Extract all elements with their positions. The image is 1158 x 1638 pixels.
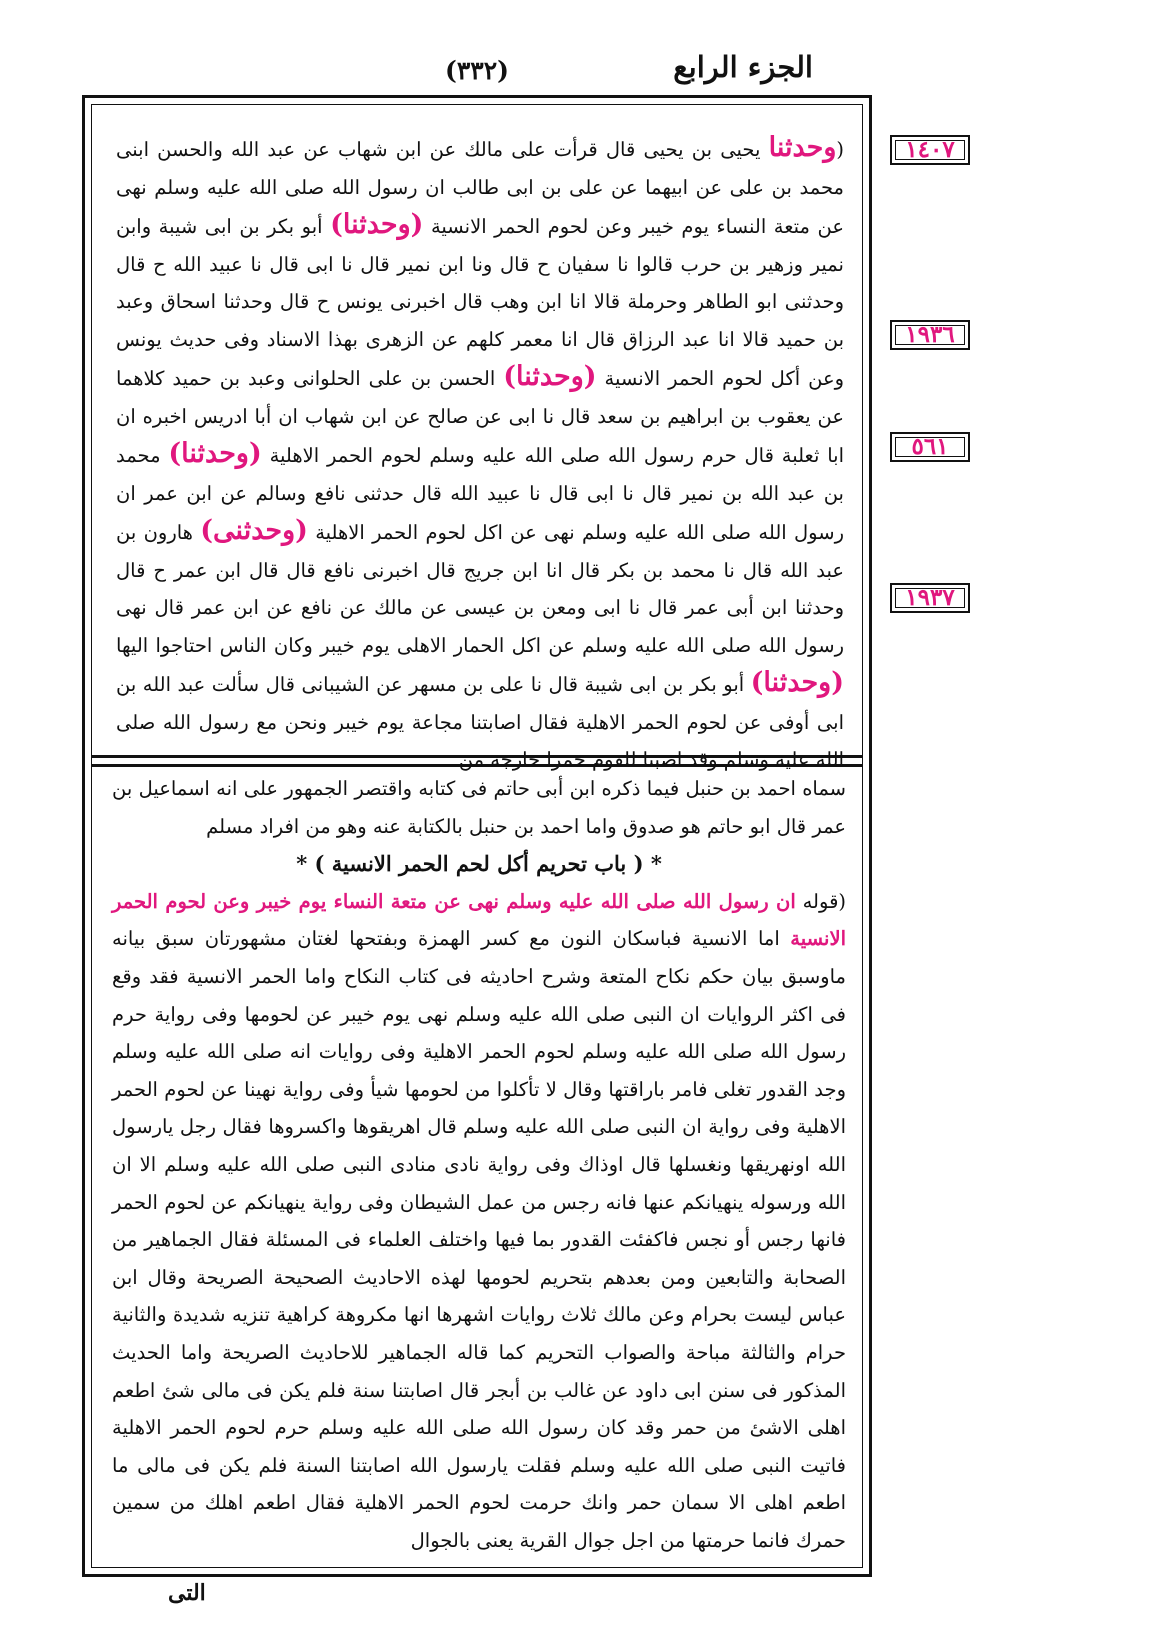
hadith-section — [116, 129, 844, 771]
margin-number-3: ٥٦١ — [890, 432, 970, 462]
page-header-part: الجزء الرابع — [673, 50, 813, 84]
hadith-body: أبو بكر بن ابى شيبة وابن نمير وزهير بن حرب قالوا نا سفيان ح قال ونا ابن نمير قال نا ابى قال نا عبيد الله ح قال وحدثنى ابو الطاهر وحرملة قالا انا ابن وهب قال اخبرنى يونس ح قال وحدثنا اسحاق وعبد بن حميد قالا انا عبد الرزاق قال انا معمر كلهم عن الزهرى بهذا الاسناد وفى حديث يونس وعن أكل لحوم الحمر الانسية — [116, 215, 844, 390]
hadith-body: محمد بن عبد الله بن نمير قال نا ابى قال نا عبيد الله قال حدثنى نافع وسالم عن ابن عمر ان رسول الله صلى الله عليه وسلم نهى عن اكل لحوم الحمر الاهلية — [116, 444, 844, 544]
hadith-keyword: (وحدثنا) — [503, 361, 597, 392]
hadith-body: يحيى بن يحيى قال قرأت على مالك عن ابن شهاب عن عبد الله والحسن ابنى محمد بن على عن ابيهما عن على بن ابى طالب ان رسول الله صلى الله عليه وسلم نهى عن متعة النساء يوم خيبر وعن لحوم الحمر الانسية — [116, 138, 844, 238]
hadith-body: هارون بن عبد الله قال نا محمد بن بكر قال انا ابن جريج قال اخبرنى نافع قال قال ابن عمر ح قال وحدثنا ابن أبى عمر قال نا ابى ومعن بن عيسى عن مالك عن نافع عن ابن عمر قال نهى رسول الله صلى الله عليه وسلم عن اكل الحمار الاهلى يوم خيبر وكان الناس احتاجوا اليها — [116, 521, 844, 657]
commentary-quote-open: (قوله — [795, 889, 846, 913]
hadith-body: أبو بكر بن ابى شيبة قال نا على بن مسهر عن الشيبانى قال سألت عبد الله بن ابى أوفى عن لحوم الحمر الاهلية فقال اصابتنا مجاعة يوم خيبر ونحن مع رسول الله صلى الله عليه وسلم وقد اصبنا للقوم حمرا خارجة من — [116, 673, 844, 771]
hadith-keyword: (وحدثنى) — [200, 515, 308, 546]
catchword: التى — [168, 1580, 206, 1606]
section-divider — [92, 755, 862, 767]
hadith-body: الحسن بن على الحلوانى وعبد بن حميد كلاهما عن يعقوب بن ابراهيم بن سعد قال نا ابى عن صالح عن ابن شهاب ان أبا ادريس اخبره ان ابا ثعلبة قال حرم رسول الله صلى الله عليه وسلم لحوم الحمر الاهلية — [116, 367, 844, 467]
chapter-title: * ( باب تحريم أكل لحم الحمر الانسية ) * — [296, 851, 662, 877]
commentary-quote: ان رسول الله صلى الله عليه وسلم نهى عن متعة النساء يوم خيبر وعن لحوم الحمر الانسية — [112, 889, 846, 951]
hadith-text — [116, 129, 844, 779]
commentary-text — [112, 883, 846, 1560]
page-frame — [82, 95, 872, 1577]
hadith-keyword: (وحدثنا) — [330, 209, 424, 240]
page-frame-inner — [91, 104, 863, 1568]
hadith-keyword: وحدثنا — [768, 132, 837, 163]
hadith-open-paren: ( — [836, 138, 844, 161]
margin-number-4: ١٩٣٧ — [890, 583, 970, 613]
margin-number-1: ١٤٠٧ — [890, 135, 970, 165]
margin-number-2: ١٩٣٦ — [890, 320, 970, 350]
page-number: (٣٣٢) — [445, 56, 509, 85]
commentary-intro: سماه احمد بن حنبل فيما ذكره ابن أبى حاتم فى كتابه واقتصر الجمهور على انه اسماعيل بن عمر قال ابو حاتم هو صدوق واما احمد بن حنبل بالكتابة عنه وهو من افراد مسلم — [112, 777, 846, 838]
hadith-keyword: (وحدثنا) — [750, 667, 844, 698]
commentary-body: اما الانسية فباسكان النون مع كسر الهمزة وبفتحها لغتان مشهورتان سبق بيانه ماوسبق بيان حكم نكاح المتعة وشرح احاديثه فى كتاب النكاح واما الحمر الانسية فقد وقع فى اكثر الروايات ان النبى صلى الله عليه وسلم نهى يوم خيبر عن لحومها وفى رواية حرم رسول الله صلى الله عليه وسلم لحوم الحمر الاهلية وفى روايات انه صلى الله عليه وسلم وجد القدور تغلى فامر باراقتها وقال لا تأكلوا من لحومها شيأ وفى رواية نهينا عن لحوم الحمر الاهلية وفى رواية ان النبى صلى الله عليه وسلم قال اهريقوها واكسروها فقال رجل يارسول الله اونهريقها ونغسلها قال اوذاك وفى رواية نادى منادى النبى صلى الله عليه وسلم الا ان الله ورسوله ينهيانكم عنها فانه رجس من عمل الشيطان وفى رواية ينهيانكم عن لحوم الحمر فانها رجس أو نجس فاكفئت القدور بما فيها واختلف العلماء فى المسئلة فقال الجماهير من الصحابة والتابعين ومن بعدهم بتحريم لحومها لهذه الاحاديث الصحيحة الصريحة وقال ابن عباس ليست بحرام وعن مالك ثلاث روايات اشهرها انها مكروهة كراهية تنزيه شديدة والثانية حرام والثالثة مباحة والصواب التحريم كما قاله الجماهير للاحاديث الصريحة واما الحديث المذكور فى سنن ابى داود عن غالب بن أبجر قال اصابتنا سنة فلم يكن فى مالى شئ اطعم اهلى الاشئ من حمر وقد كان رسول الله صلى الله عليه وسلم حرم لحوم الحمر الاهلية فاتيت النبى صلى الله عليه وسلم فقلت يارسول الله اصابتنا السنة فلم يكن فى مالى ما اطعم اهلى الا سمان حمر وانك حرمت لحوم الحمر الاهلية فقال اطعم اهلك من سمين حمرك فانما حرمتها من اجل جوال القرية يعنى بالجوال — [112, 927, 846, 1552]
hadith-keyword: (وحدثنا) — [168, 438, 262, 469]
commentary-section — [112, 770, 846, 1553]
